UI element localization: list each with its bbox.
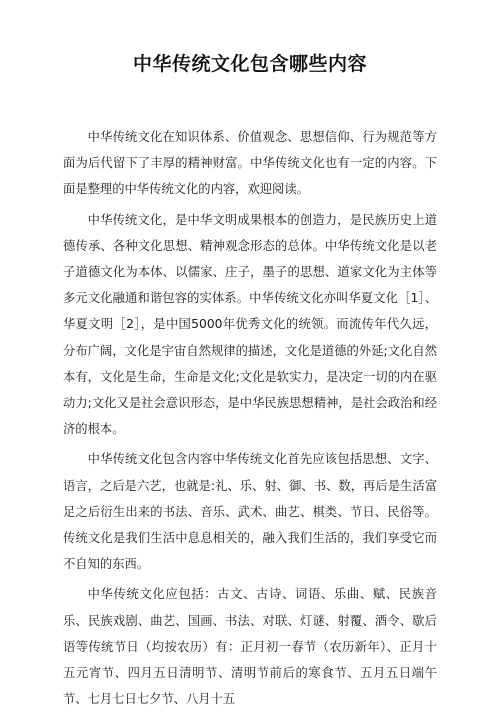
paragraph-definition: 中华传统文化，是中华文明成果根本的创造力，是民族历史上道德传承、各种文化思想、精神观念形态的总体。中华传统文化是以老子道德文化为本体、以儒家、庄子，墨子的思想、道家文化为主体等多元文化融通和谐包容的实体系。中华传统文化亦叫华夏文化［1］、华夏文明［2］，是中国5000年优秀文化的统领。而流传年代久远，分布广阔，文化是宇宙自然规律的描述，文化是道德的外延;文化自然本有，文化是生命，生命是文化;文化是软实力，是决定一切的内在驱动力;文化又是社会意识形态，是中华民族思想精神，是社会政治和经济的根本。 (63, 212, 437, 437)
paragraph-content-list: 中华传统文化应包括：古文、古诗、词语、乐曲、赋、民族音乐、民族戏剧、曲艺、国画、书法、对联、灯谜、射覆、酒令、歇后语等传统节日（均按农历）有：正月初一春节（农历新年）、正月十五元宵节、四月五日清明节、清明节前后的寒食节、五月五日端午节、七月七日七夕节、八月十五 (63, 587, 437, 707)
paragraph-intro: 中华传统文化在知识体系、价值观念、思想信仰、行为规范等方面为后代留下了丰厚的精神财富。中华传统文化也有一定的内容。下面是整理的中华传统文化的内容，欢迎阅读。 (63, 130, 437, 197)
page-title: 中华传统文化包含哪些内容 (132, 53, 367, 75)
document-body (63, 124, 437, 712)
paragraph-content-scope: 中华传统文化包含内容中华传统文化首先应该包括思想、文字、语言，之后是六艺，也就是:礼、乐、射、御、书、数，再后是生活富足之后衍生出来的书法、音乐、武术、曲艺、棋类、节日、民俗等。传统文化是我们生活中息息相关的，融入我们生活的，我们享受它而不自知的东西。 (63, 452, 437, 572)
